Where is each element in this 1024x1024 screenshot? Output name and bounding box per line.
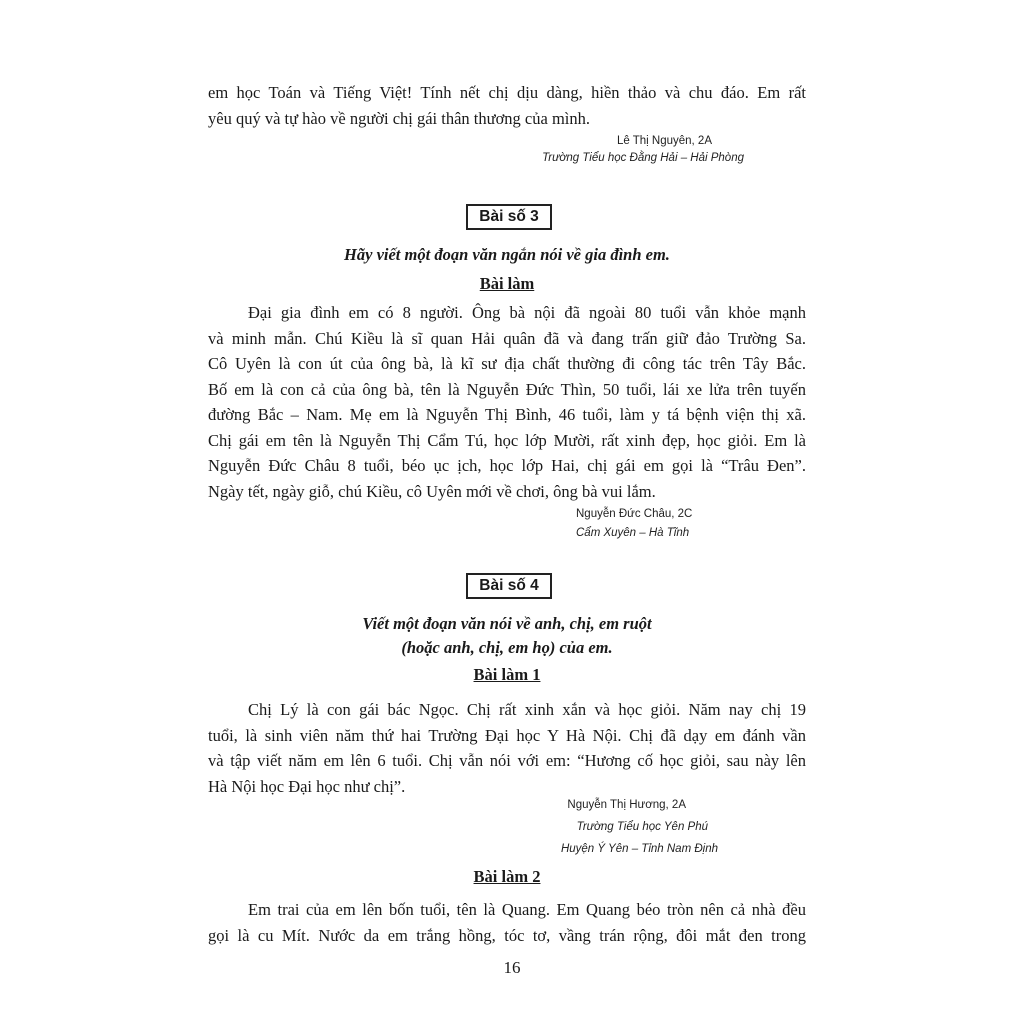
text-line: đường Bắc – Nam. Mẹ em là Nguyễn Thị Bình, 46 tuổi, làm y tá bệnh viện thị xã. bbox=[208, 405, 806, 424]
text-line: Chị gái em tên là Nguyễn Thị Cẩm Tú, học lớp Mười, rất xinh đẹp, học giỏi. Em là bbox=[208, 430, 806, 450]
paragraph-bai-3 bbox=[208, 300, 806, 504]
credit-block-3 bbox=[576, 503, 692, 544]
text-line: yêu quý và tự hào về người chị gái thân thương của mình. bbox=[208, 108, 590, 128]
credit-author: Nguyễn Đức Châu, 2C bbox=[576, 508, 693, 520]
text-line: Ngày tết, ngày giỗ, chú Kiều, cô Uyên mới về chơi, ông bà vui lắm. bbox=[208, 481, 656, 501]
text-line: Nguyễn Đức Châu 8 tuổi, béo ục ịch, học lớp Hai, chị gái em gọi là “Trâu Đen”. bbox=[208, 456, 806, 475]
paragraph-continuation bbox=[208, 80, 806, 131]
credit-block-1 bbox=[0, 130, 744, 169]
text-line: Cô Uyên là con út của ông bà, là kĩ sư địa chất thường đi công tác trên Tây Bắc. bbox=[208, 354, 806, 373]
text-line: Em trai của em lên bốn tuổi, tên là Quang. Em Quang béo tròn nên cả nhà đều bbox=[248, 900, 806, 919]
credit-school: Cẩm Xuyên – Hà Tĩnh bbox=[576, 527, 690, 539]
text-line: Hà Nội học Đại học như chị”. bbox=[208, 776, 406, 796]
credit-author: Nguyễn Thị Hương, 2A bbox=[567, 799, 686, 811]
text-line: và minh mẫn. Chú Kiều là sĩ quan Hải quân đã và đang trấn giữ đảo Trường Sa. bbox=[208, 328, 806, 348]
exercise-prompt-4-line-2: (hoặc anh, chị, em họ) của em. bbox=[401, 638, 613, 657]
paragraph-bai-4-2 bbox=[208, 897, 806, 948]
text-line: Đại gia đình em có 8 người. Ông bà nội đã ngoài 80 tuổi vẫn khỏe mạnh bbox=[248, 303, 806, 322]
page-number: 16 bbox=[503, 958, 521, 977]
credit-author: Lê Thị Nguyên, 2A bbox=[616, 135, 712, 147]
paragraph-bai-4-1 bbox=[208, 697, 806, 799]
text-line: tuổi, là sinh viên năm thứ hai Trường Đại học Y Hà Nội. Chị đã dạy em đánh vần bbox=[208, 725, 806, 745]
text-line: gọi là cu Mít. Nước da em trắng hồng, tóc tơ, vầng trán rộng, đôi mắt đen trong bbox=[208, 925, 806, 945]
credit-block-4-1 bbox=[0, 794, 718, 860]
credit-district: Huyện Ý Yên – Tỉnh Nam Định bbox=[560, 843, 718, 855]
answer-label-4-1: Bài làm 1 bbox=[473, 665, 541, 684]
section-heading-bai-3: Bài số 3 bbox=[466, 204, 552, 230]
text-line: Chị Lý là con gái bác Ngọc. Chị rất xinh xắn và học giỏi. Năm nay chị 19 bbox=[248, 700, 806, 719]
exercise-prompt-3: Hãy viết một đoạn văn ngắn nói về gia đình em. bbox=[344, 245, 670, 264]
answer-label-4-2: Bài làm 2 bbox=[473, 867, 541, 886]
exercise-prompt-4-line-1: Viết một đoạn văn nói về anh, chị, em ruột bbox=[362, 614, 652, 633]
text-line: Bố em là con cả của ông bà, tên là Nguyễn Đức Thìn, 50 tuổi, lái xe lửa trên tuyến bbox=[208, 379, 806, 399]
text-line: em học Toán và Tiếng Việt! Tính nết chị dịu dàng, hiền thảo và chu đáo. Em rất bbox=[208, 83, 806, 102]
answer-label-3: Bài làm bbox=[479, 274, 535, 293]
credit-school: Trường Tiểu học Yên Phú bbox=[576, 821, 708, 833]
credit-school: Trường Tiểu học Đằng Hải – Hải Phòng bbox=[542, 152, 744, 164]
section-heading-bai-4: Bài số 4 bbox=[466, 573, 552, 599]
text-line: và tập viết năm em lên 6 tuổi. Chị vẫn nói với em: “Hương cố học giỏi, sau này lên bbox=[208, 751, 806, 770]
